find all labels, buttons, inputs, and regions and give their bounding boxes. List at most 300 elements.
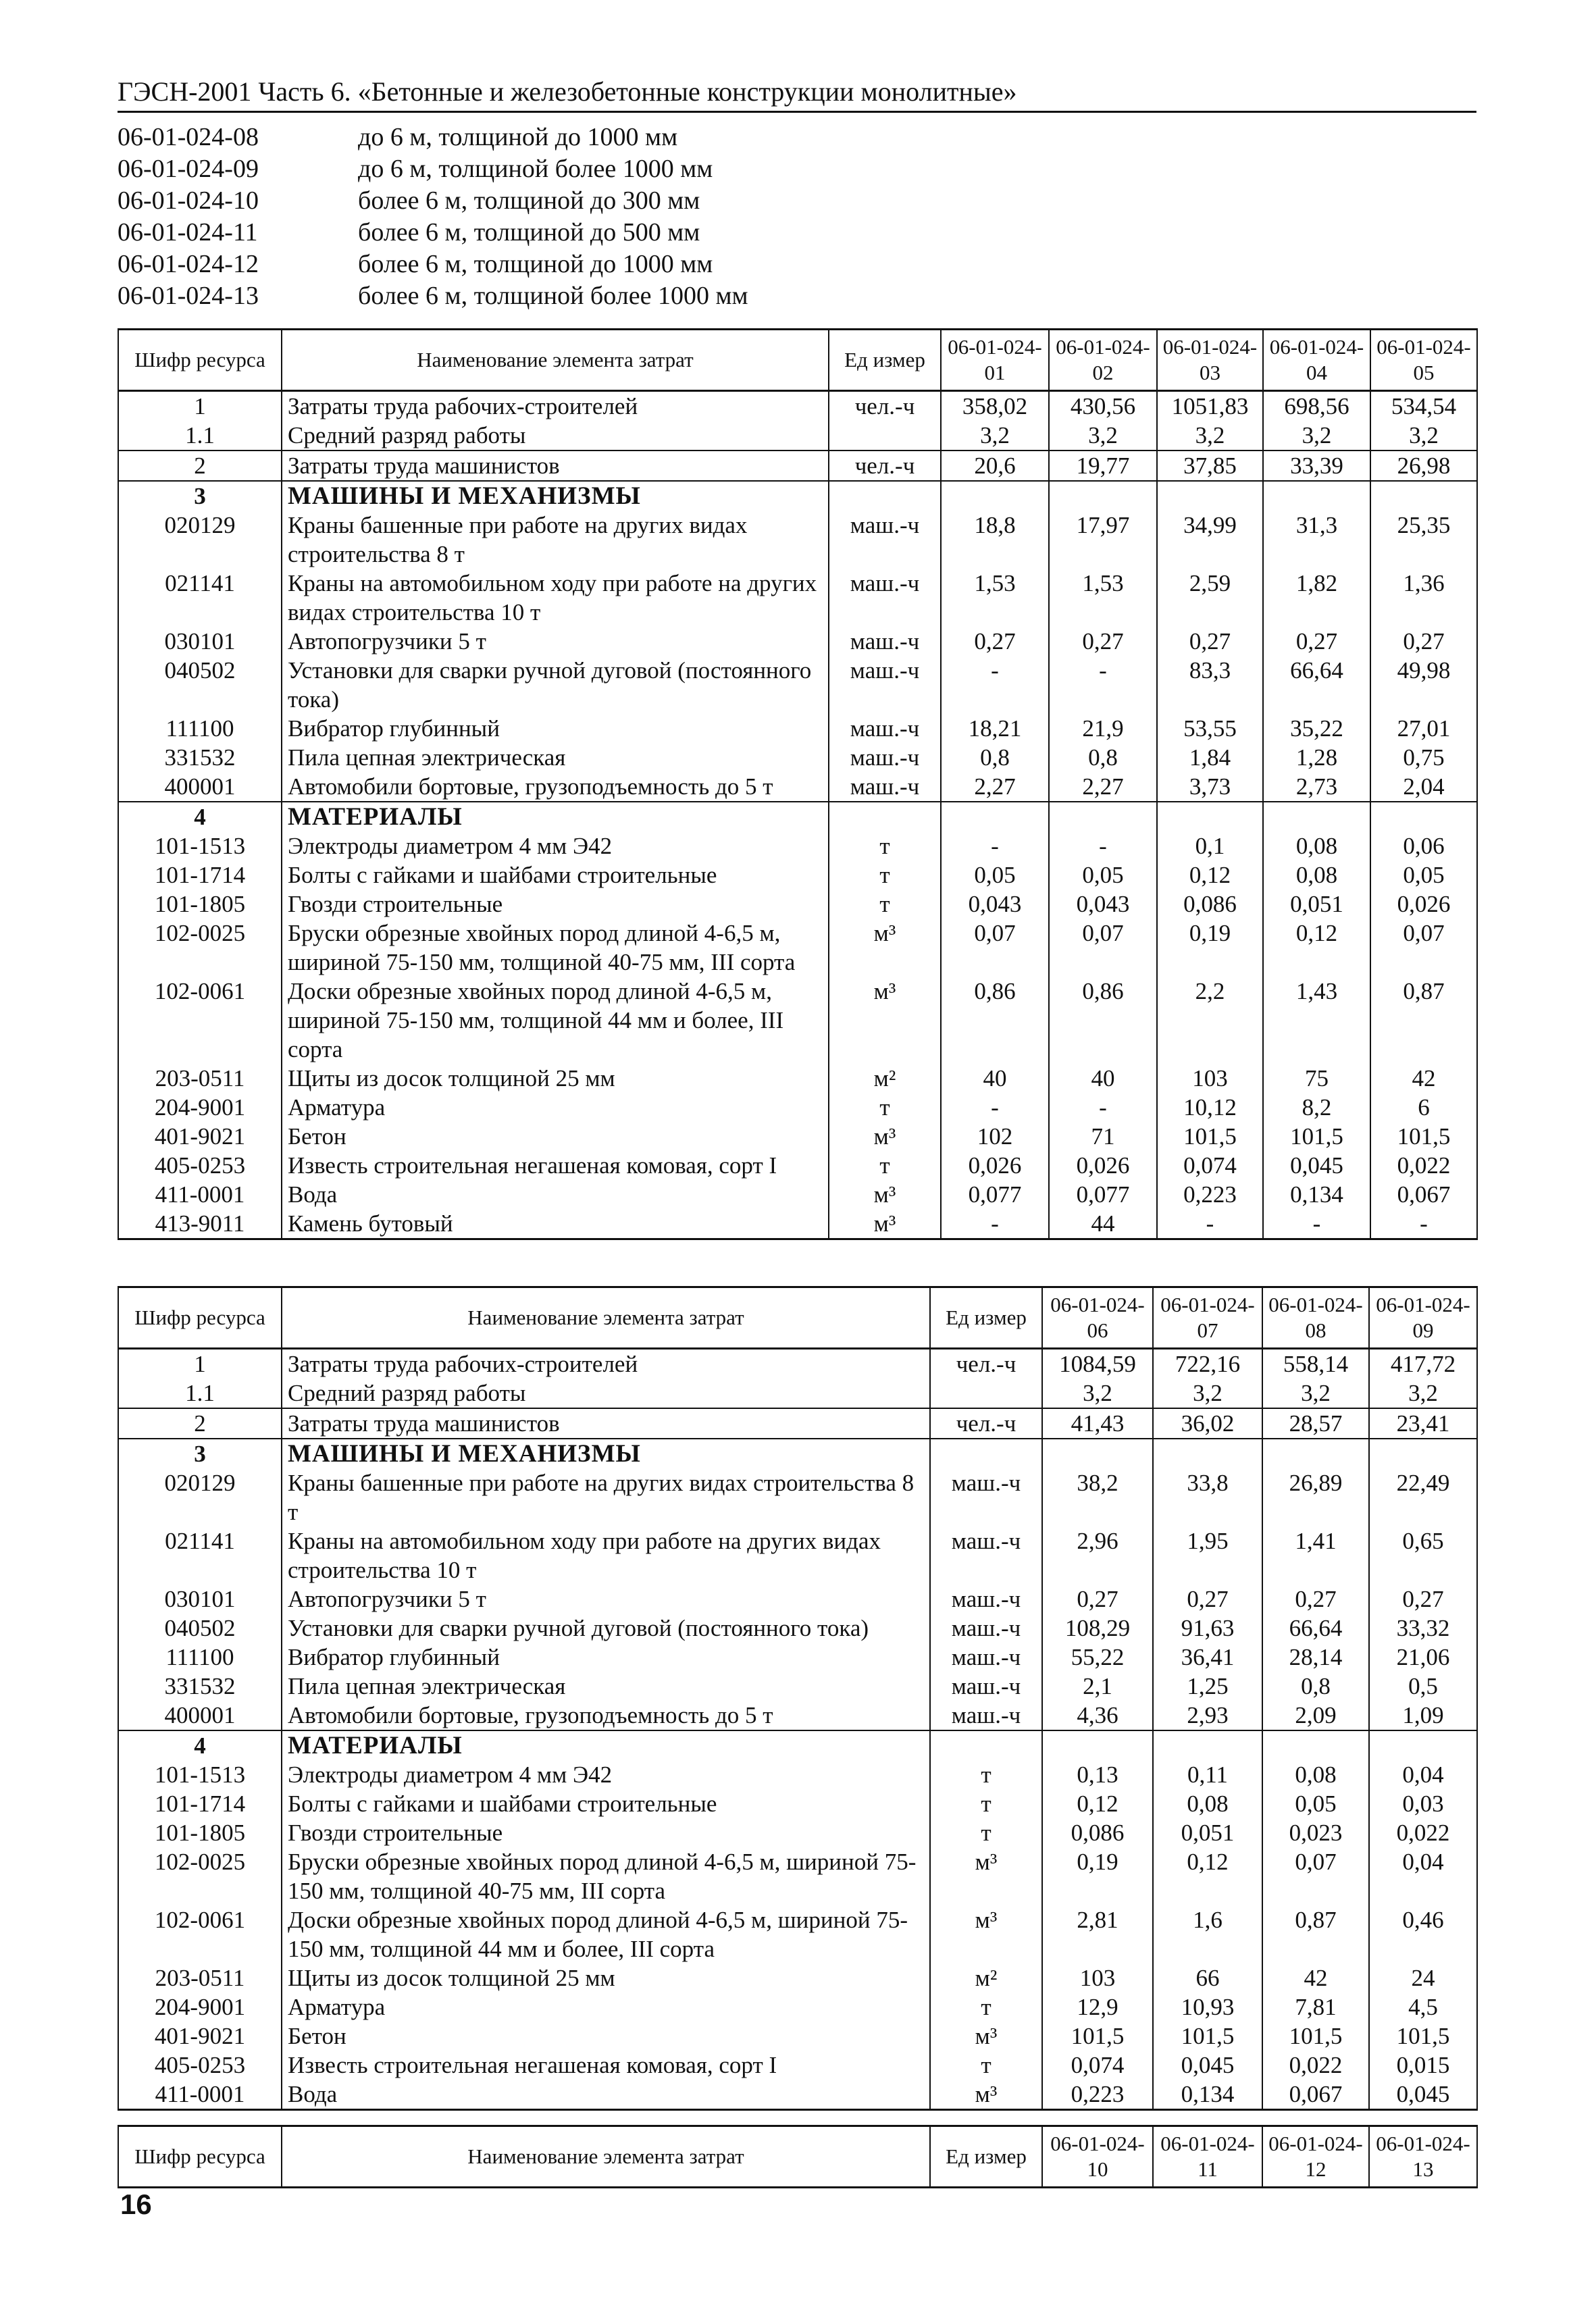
value-cell: 26,89 <box>1262 1468 1369 1526</box>
value-cell <box>1369 1730 1477 1760</box>
value-cell: 0,12 <box>1263 919 1370 977</box>
code-list-description: до 6 м, толщиной более 1000 мм <box>358 155 713 183</box>
value-cell: 20,6 <box>941 451 1049 481</box>
code-list-description: более 6 м, толщиной до 300 мм <box>358 186 700 215</box>
value-cell: 33,32 <box>1369 1614 1477 1643</box>
resource-name: Вода <box>282 1180 829 1209</box>
unit-cell: м³ <box>930 2022 1042 2051</box>
resource-code: 400001 <box>118 1701 282 1730</box>
value-cell: 18,21 <box>941 714 1049 743</box>
unit-cell: маш.-ч <box>930 1672 1042 1701</box>
value-cell: 1,43 <box>1263 977 1370 1064</box>
value-cell: 0,27 <box>1153 1585 1262 1614</box>
header-unit: Ед измер <box>829 330 941 391</box>
table-row <box>118 1760 1477 1789</box>
header-code: Шифр ресурса <box>118 330 282 391</box>
resource-code: 2 <box>118 451 282 481</box>
value-cell <box>1369 1439 1477 1468</box>
value-cell: 0,27 <box>941 627 1049 656</box>
table-row <box>118 1379 1477 1408</box>
value-cell <box>1049 802 1157 831</box>
value-cell: 101,5 <box>1263 1122 1370 1151</box>
resource-name: Автомобили бортовые, грузоподъемность до 5 т <box>282 772 829 802</box>
resource-code: 020129 <box>118 511 282 569</box>
unit-cell: т <box>930 1760 1042 1789</box>
table-row <box>118 421 1477 451</box>
table-row <box>118 860 1477 890</box>
value-cell: 4,36 <box>1042 1701 1153 1730</box>
table-row <box>118 1643 1477 1672</box>
value-cell: 2,27 <box>941 772 1049 802</box>
value-cell: 0,067 <box>1262 2080 1369 2110</box>
value-cell: 23,41 <box>1369 1408 1477 1439</box>
value-cell: 0,051 <box>1263 890 1370 919</box>
value-cell <box>941 481 1049 511</box>
value-cell: 27,01 <box>1370 714 1477 743</box>
unit-cell: маш.-ч <box>930 1614 1042 1643</box>
code-list <box>118 122 928 312</box>
section-row <box>118 802 1477 831</box>
value-cell: - <box>941 656 1049 714</box>
unit-cell: м³ <box>930 1847 1042 1905</box>
value-cell: 0,27 <box>1263 627 1370 656</box>
unit-cell: м³ <box>829 1122 941 1151</box>
value-cell: - <box>941 1209 1049 1239</box>
value-cell: 101,5 <box>1153 2022 1262 2051</box>
value-cell: - <box>941 1093 1049 1122</box>
value-cell: 0,87 <box>1262 1905 1369 1963</box>
value-cell: 40 <box>1049 1064 1157 1093</box>
value-cell: 534,54 <box>1370 391 1477 421</box>
value-cell: 12,9 <box>1042 1992 1153 2022</box>
resource-code: 405-0253 <box>118 1151 282 1180</box>
unit-cell: м² <box>829 1064 941 1093</box>
value-cell: 83,3 <box>1157 656 1263 714</box>
value-cell: 0,12 <box>1042 1789 1153 1818</box>
value-cell: 0,223 <box>1157 1180 1263 1209</box>
value-cell: 1,09 <box>1369 1701 1477 1730</box>
resource-code: 331532 <box>118 743 282 772</box>
value-cell: 2,93 <box>1153 1701 1262 1730</box>
resource-code: 401-9021 <box>118 2022 282 2051</box>
resource-name: Болты с гайками и шайбами строительные <box>282 1789 930 1818</box>
value-cell: 0,043 <box>1049 890 1157 919</box>
resource-code: 405-0253 <box>118 2051 282 2080</box>
value-cell: 71 <box>1049 1122 1157 1151</box>
value-cell: 0,05 <box>941 860 1049 890</box>
value-cell: 0,015 <box>1369 2051 1477 2080</box>
resource-code: 030101 <box>118 627 282 656</box>
table-row <box>118 772 1477 802</box>
code-list-code: 06-01-024-09 <box>118 155 259 183</box>
value-cell: 0,067 <box>1370 1180 1477 1209</box>
value-cell: 36,02 <box>1153 1408 1262 1439</box>
value-cell: 31,3 <box>1263 511 1370 569</box>
value-cell: 75 <box>1263 1064 1370 1093</box>
table-row <box>118 1209 1477 1239</box>
table-row <box>118 627 1477 656</box>
header-norm-code: 06-01-024-01 <box>941 330 1049 391</box>
unit-cell: т <box>829 1151 941 1180</box>
table-row <box>118 1992 1477 2022</box>
resource-code: 413-9011 <box>118 1209 282 1239</box>
value-cell: 698,56 <box>1263 391 1370 421</box>
table-row <box>118 919 1477 977</box>
header-norm-code: 06-01-024-09 <box>1369 1287 1477 1349</box>
value-cell: 101,5 <box>1157 1122 1263 1151</box>
value-cell: 66,64 <box>1263 656 1370 714</box>
unit-cell: т <box>930 1789 1042 1818</box>
value-cell: 0,07 <box>1049 919 1157 977</box>
value-cell: 24 <box>1369 1963 1477 1992</box>
value-cell: 0,27 <box>1157 627 1263 656</box>
resource-name: Бетон <box>282 1122 829 1151</box>
value-cell: 0,022 <box>1370 1151 1477 1180</box>
unit-cell: м³ <box>829 1180 941 1209</box>
value-cell: 103 <box>1157 1064 1263 1093</box>
resource-table-1 <box>118 328 1478 1240</box>
table-row <box>118 1963 1477 1992</box>
value-cell: - <box>1263 1209 1370 1239</box>
resource-code: 3 <box>118 481 282 511</box>
value-cell: 0,022 <box>1369 1818 1477 1847</box>
unit-cell: т <box>930 1818 1042 1847</box>
resource-name: Вибратор глубинный <box>282 1643 930 1672</box>
table-header-row <box>118 2126 1477 2188</box>
table-row <box>118 2080 1477 2110</box>
value-cell: 358,02 <box>941 391 1049 421</box>
header-norm-code: 06-01-024-08 <box>1262 1287 1369 1349</box>
resource-name: Болты с гайками и шайбами строительные <box>282 860 829 890</box>
value-cell: 417,72 <box>1369 1349 1477 1379</box>
value-cell: 37,85 <box>1157 451 1263 481</box>
value-cell: 21,9 <box>1049 714 1157 743</box>
value-cell: 0,074 <box>1157 1151 1263 1180</box>
value-cell: 28,14 <box>1262 1643 1369 1672</box>
unit-cell: чел.-ч <box>930 1408 1042 1439</box>
value-cell: 0,04 <box>1369 1847 1477 1905</box>
table-row <box>118 1349 1477 1379</box>
table-row <box>118 569 1477 627</box>
table-row <box>118 1585 1477 1614</box>
unit-cell: т <box>829 890 941 919</box>
value-cell: 0,134 <box>1263 1180 1370 1209</box>
section-title: МАШИНЫ И МЕХАНИЗМЫ <box>282 481 829 511</box>
value-cell: 2,2 <box>1157 977 1263 1064</box>
value-cell: - <box>1049 1093 1157 1122</box>
resource-code: 204-9001 <box>118 1093 282 1122</box>
value-cell <box>1042 1439 1153 1468</box>
table-row <box>118 1180 1477 1209</box>
code-list-code: 06-01-024-11 <box>118 218 258 247</box>
resource-name: Установки для сварки ручной дуговой (постоянного тока) <box>282 1614 930 1643</box>
value-cell: 0,1 <box>1157 831 1263 860</box>
resource-name: Вода <box>282 2080 930 2110</box>
value-cell: 101,5 <box>1042 2022 1153 2051</box>
value-cell: 3,2 <box>1042 1379 1153 1408</box>
unit-cell: т <box>829 1093 941 1122</box>
value-cell: 26,98 <box>1370 451 1477 481</box>
value-cell: 103 <box>1042 1963 1153 1992</box>
value-cell: 2,09 <box>1262 1701 1369 1730</box>
unit-cell: маш.-ч <box>829 627 941 656</box>
code-list-item <box>118 122 928 153</box>
value-cell: - <box>1049 831 1157 860</box>
value-cell: 1,53 <box>1049 569 1157 627</box>
unit-cell: т <box>829 860 941 890</box>
value-cell: 0,07 <box>941 919 1049 977</box>
value-cell: 0,8 <box>1049 743 1157 772</box>
header-norm-code: 06-01-024-13 <box>1369 2126 1477 2188</box>
page-header <box>118 73 1476 113</box>
value-cell: 10,93 <box>1153 1992 1262 2022</box>
value-cell: 28,57 <box>1262 1408 1369 1439</box>
resource-code: 411-0001 <box>118 1180 282 1209</box>
header-norm-code: 06-01-024-03 <box>1157 330 1263 391</box>
section-row <box>118 481 1477 511</box>
resource-code: 030101 <box>118 1585 282 1614</box>
resource-name: Бетон <box>282 2022 930 2051</box>
value-cell: 0,086 <box>1042 1818 1153 1847</box>
value-cell: 3,2 <box>1157 421 1263 451</box>
resource-name: Средний разряд работы <box>282 421 829 451</box>
resource-code: 331532 <box>118 1672 282 1701</box>
value-cell <box>1370 481 1477 511</box>
code-list-code: 06-01-024-12 <box>118 250 259 278</box>
value-cell: 0,27 <box>1262 1585 1369 1614</box>
unit-cell <box>930 1730 1042 1760</box>
value-cell: 0,045 <box>1263 1151 1370 1180</box>
resource-code: 102-0025 <box>118 919 282 977</box>
value-cell: 0,023 <box>1262 1818 1369 1847</box>
table-header-row <box>118 330 1477 391</box>
resource-name: Арматура <box>282 1992 930 2022</box>
resource-name: Известь строительная негашеная комовая, сорт I <box>282 1151 829 1180</box>
value-cell: 0,5 <box>1369 1672 1477 1701</box>
value-cell: 0,05 <box>1262 1789 1369 1818</box>
resource-name: Электроды диаметром 4 мм Э42 <box>282 831 829 860</box>
unit-cell <box>829 802 941 831</box>
resource-name: Щиты из досок толщиной 25 мм <box>282 1963 930 1992</box>
value-cell: 2,59 <box>1157 569 1263 627</box>
value-cell: 33,39 <box>1263 451 1370 481</box>
value-cell: 0,12 <box>1157 860 1263 890</box>
value-cell: - <box>1157 1209 1263 1239</box>
resource-code: 203-0511 <box>118 1963 282 1992</box>
value-cell: 0,026 <box>941 1151 1049 1180</box>
header-norm-code: 06-01-024-06 <box>1042 1287 1153 1349</box>
table-row <box>118 1614 1477 1643</box>
value-cell: 3,2 <box>941 421 1049 451</box>
unit-cell: маш.-ч <box>829 714 941 743</box>
unit-cell: маш.-ч <box>829 743 941 772</box>
value-cell: 44 <box>1049 1209 1157 1239</box>
value-cell: 0,086 <box>1157 890 1263 919</box>
resource-code: 1.1 <box>118 421 282 451</box>
value-cell: 101,5 <box>1262 2022 1369 2051</box>
resource-name: Щиты из досок толщиной 25 мм <box>282 1064 829 1093</box>
table-row <box>118 1701 1477 1730</box>
code-list-item <box>118 249 928 280</box>
value-cell: 0,19 <box>1042 1847 1153 1905</box>
resource-code: 101-1714 <box>118 860 282 890</box>
resource-name: Средний разряд работы <box>282 1379 930 1408</box>
value-cell: 0,04 <box>1369 1760 1477 1789</box>
resource-code: 021141 <box>118 569 282 627</box>
table-row <box>118 451 1477 481</box>
value-cell: 722,16 <box>1153 1349 1262 1379</box>
header-unit: Ед измер <box>930 1287 1042 1349</box>
value-cell <box>1262 1730 1369 1760</box>
table-row <box>118 1093 1477 1122</box>
unit-cell <box>829 421 941 451</box>
value-cell: 0,12 <box>1153 1847 1262 1905</box>
section-row <box>118 1730 1477 1760</box>
table-row <box>118 890 1477 919</box>
value-cell: 25,35 <box>1370 511 1477 569</box>
value-cell: 0,022 <box>1262 2051 1369 2080</box>
resource-name: Камень бутовый <box>282 1209 829 1239</box>
code-list-item <box>118 217 928 249</box>
resource-name: Гвозди строительные <box>282 1818 930 1847</box>
resource-code: 4 <box>118 802 282 831</box>
value-cell <box>1262 1439 1369 1468</box>
unit-cell: м³ <box>930 1905 1042 1963</box>
value-cell: 0,19 <box>1157 919 1263 977</box>
resource-name: Пила цепная электрическая <box>282 743 829 772</box>
unit-cell: маш.-ч <box>930 1468 1042 1526</box>
value-cell: 8,2 <box>1263 1093 1370 1122</box>
value-cell: 49,98 <box>1370 656 1477 714</box>
resource-code: 101-1805 <box>118 1818 282 1847</box>
value-cell: 7,81 <box>1262 1992 1369 2022</box>
value-cell: 3,2 <box>1263 421 1370 451</box>
resource-code: 203-0511 <box>118 1064 282 1093</box>
code-list-item <box>118 153 928 185</box>
value-cell: 0,86 <box>941 977 1049 1064</box>
value-cell <box>1157 802 1263 831</box>
value-cell: 0,077 <box>1049 1180 1157 1209</box>
resource-name: Затраты труда рабочих-строителей <box>282 391 829 421</box>
unit-cell: маш.-ч <box>930 1643 1042 1672</box>
value-cell: 55,22 <box>1042 1643 1153 1672</box>
unit-cell: м³ <box>829 1209 941 1239</box>
resource-name: Арматура <box>282 1093 829 1122</box>
value-cell <box>1370 802 1477 831</box>
resource-code: 101-1513 <box>118 1760 282 1789</box>
section-title: МАТЕРИАЛЫ <box>282 802 829 831</box>
value-cell: - <box>941 831 1049 860</box>
table-row <box>118 1122 1477 1151</box>
value-cell: 18,8 <box>941 511 1049 569</box>
value-cell: 40 <box>941 1064 1049 1093</box>
header-name: Наименование элемента затрат <box>282 1287 930 1349</box>
value-cell: - <box>1370 1209 1477 1239</box>
value-cell: 0,07 <box>1370 919 1477 977</box>
value-cell: 1051,83 <box>1157 391 1263 421</box>
resource-code: 020129 <box>118 1468 282 1526</box>
table-row <box>118 656 1477 714</box>
resource-code: 4 <box>118 1730 282 1760</box>
value-cell: 0,86 <box>1049 977 1157 1064</box>
resource-name: Автопогрузчики 5 т <box>282 627 829 656</box>
value-cell: 22,49 <box>1369 1468 1477 1526</box>
code-list-item <box>118 280 928 312</box>
value-cell: 36,41 <box>1153 1643 1262 1672</box>
resource-code: 401-9021 <box>118 1122 282 1151</box>
value-cell <box>1263 802 1370 831</box>
unit-cell: маш.-ч <box>829 511 941 569</box>
resource-name: Краны на автомобильном ходу при работе на других видах строительства 10 т <box>282 1526 930 1585</box>
resource-code: 111100 <box>118 714 282 743</box>
unit-cell: маш.-ч <box>829 772 941 802</box>
value-cell: 0,27 <box>1370 627 1477 656</box>
resource-name: Автомобили бортовые, грузоподъемность до 5 т <box>282 1701 930 1730</box>
header-unit: Ед измер <box>930 2126 1042 2188</box>
resource-code: 102-0025 <box>118 1847 282 1905</box>
value-cell: 101,5 <box>1369 2022 1477 2051</box>
unit-cell: т <box>829 831 941 860</box>
value-cell <box>941 802 1049 831</box>
value-cell: 0,08 <box>1263 860 1370 890</box>
code-list-description: до 6 м, толщиной до 1000 мм <box>358 123 678 151</box>
value-cell: 4,5 <box>1369 1992 1477 2022</box>
table-row <box>118 511 1477 569</box>
value-cell: 3,2 <box>1370 421 1477 451</box>
unit-cell <box>930 1439 1042 1468</box>
value-cell: 558,14 <box>1262 1349 1369 1379</box>
value-cell: 0,27 <box>1042 1585 1153 1614</box>
unit-cell: чел.-ч <box>829 391 941 421</box>
value-cell: 0,87 <box>1370 977 1477 1064</box>
header-name: Наименование элемента затрат <box>282 2126 930 2188</box>
resource-code: 204-9001 <box>118 1992 282 2022</box>
value-cell: 2,73 <box>1263 772 1370 802</box>
value-cell: 0,8 <box>1262 1672 1369 1701</box>
code-list-description: более 6 м, толщиной до 1000 мм <box>358 250 713 278</box>
value-cell: 19,77 <box>1049 451 1157 481</box>
unit-cell: м² <box>930 1963 1042 1992</box>
unit-cell: маш.-ч <box>829 569 941 627</box>
table-row <box>118 1064 1477 1093</box>
page-number: 16 <box>120 2188 152 2220</box>
header-name: Наименование элемента затрат <box>282 330 829 391</box>
value-cell: 0,05 <box>1049 860 1157 890</box>
unit-cell: чел.-ч <box>829 451 941 481</box>
resource-name: Установки для сварки ручной дуговой (постоянного тока) <box>282 656 829 714</box>
code-list-item <box>118 185 928 217</box>
value-cell <box>1042 1730 1153 1760</box>
section-row <box>118 1439 1477 1468</box>
code-list-code: 06-01-024-10 <box>118 186 259 215</box>
value-cell: 0,06 <box>1370 831 1477 860</box>
value-cell: 0,27 <box>1369 1585 1477 1614</box>
header-norm-code: 06-01-024-04 <box>1263 330 1370 391</box>
value-cell: 17,97 <box>1049 511 1157 569</box>
value-cell <box>1153 1439 1262 1468</box>
value-cell: 21,06 <box>1369 1643 1477 1672</box>
value-cell: 33,8 <box>1153 1468 1262 1526</box>
value-cell <box>1157 481 1263 511</box>
resource-code: 021141 <box>118 1526 282 1585</box>
resource-code: 1 <box>118 391 282 421</box>
resource-code: 101-1714 <box>118 1789 282 1818</box>
value-cell: 91,63 <box>1153 1614 1262 1643</box>
unit-cell: чел.-ч <box>930 1349 1042 1379</box>
value-cell: 35,22 <box>1263 714 1370 743</box>
resource-name: Затраты труда рабочих-строителей <box>282 1349 930 1379</box>
value-cell: 0,13 <box>1042 1760 1153 1789</box>
